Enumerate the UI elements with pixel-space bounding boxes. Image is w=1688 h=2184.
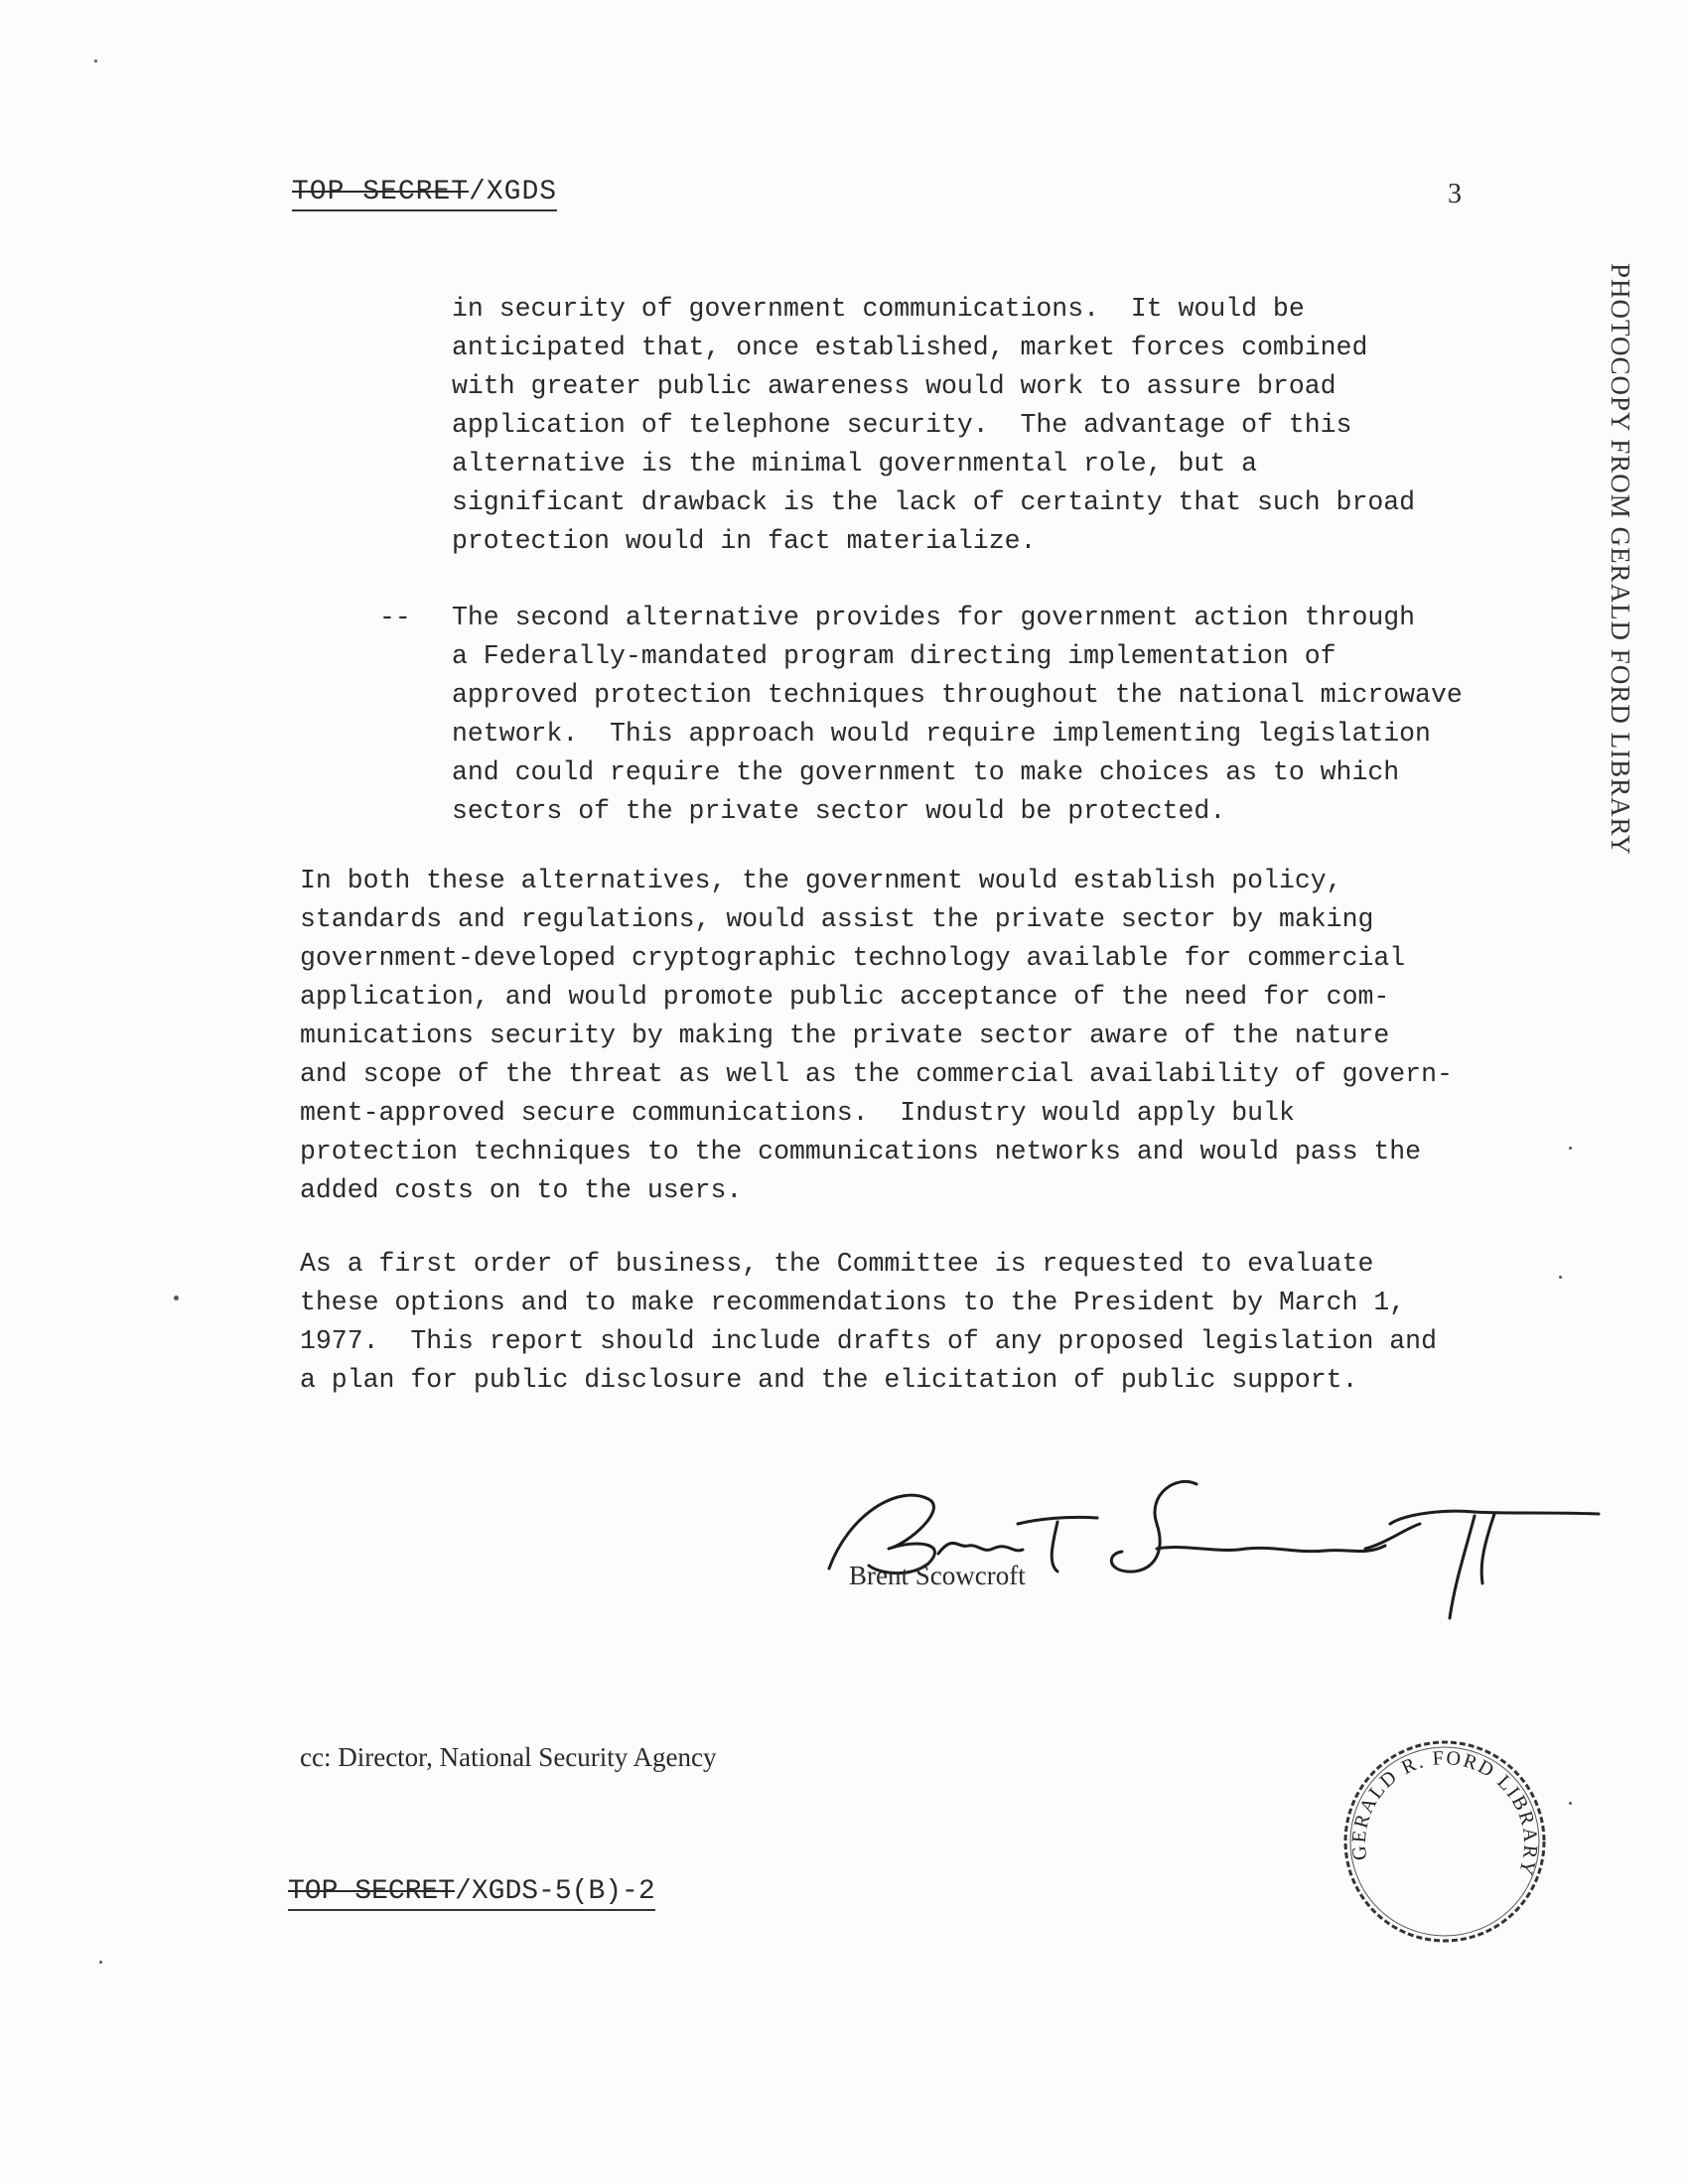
text-line: As a first order of business, the Committee is requested to evaluate: [300, 1249, 1374, 1279]
text-line: ment-approved secure communications. Industry would apply bulk: [300, 1098, 1295, 1128]
text-line: protection techniques to the communications networks and would pass the: [300, 1137, 1422, 1166]
header-classification: [292, 177, 557, 211]
text-line: The second alternative provides for government action through: [452, 603, 1416, 632]
paragraph-second-alternative: [452, 599, 1463, 831]
scan-speck: [1559, 1276, 1562, 1279]
text-line: a Federally-mandated program directing implementation of: [452, 641, 1336, 671]
bullet-dash: --: [379, 603, 411, 632]
text-line: with greater public awareness would work to assure broad: [452, 371, 1336, 401]
cc-line: cc: Director, National Security Agency: [300, 1742, 717, 1772]
signer-name: Brent Scowcroft: [849, 1561, 1026, 1590]
scan-speck: [1569, 1147, 1572, 1150]
text-line: sectors of the private sector would be protected.: [452, 796, 1226, 826]
footer-classification-suffix: /XGDS-5(B)-2: [455, 1876, 655, 1907]
footer-classification: [288, 1876, 655, 1911]
header-classification-suffix: /XGDS: [469, 177, 558, 207]
paragraph-first-alternative: [452, 290, 1415, 561]
text-line: alternative is the minimal governmental role, but a: [452, 449, 1258, 478]
text-line: anticipated that, once established, market forces combined: [452, 333, 1368, 362]
scan-speck: [99, 1961, 102, 1964]
text-line: standards and regulations, would assist the private sector by making: [300, 904, 1374, 934]
text-line: these options and to make recommendations to the President by March 1,: [300, 1288, 1406, 1317]
photocopy-side-stamp: PHOTOCOPY FROM GERALD FORD LIBRARY: [1606, 263, 1635, 856]
paragraph-first-order: [300, 1245, 1437, 1400]
text-line: in security of government communications. It would be: [452, 294, 1305, 324]
text-line: and could require the government to make choices as to which: [452, 757, 1400, 787]
scan-speck: [1569, 1802, 1572, 1805]
handwritten-signature: [809, 1454, 1614, 1628]
text-line: government-developed cryptographic technology available for commercial: [300, 943, 1406, 973]
text-line: In both these alternatives, the government would establish policy,: [300, 866, 1342, 895]
text-line: munications security by making the private sector aware of the nature: [300, 1021, 1390, 1050]
text-line: application of telephone security. The advantage of this: [452, 410, 1352, 440]
text-line: 1977. This report should include drafts of any proposed legislation and: [300, 1326, 1437, 1356]
text-line: approved protection techniques throughout the national microwave: [452, 680, 1463, 710]
header-classification-struck: TOP SECRET: [292, 177, 470, 207]
footer-classification-struck: TOP SECRET: [288, 1876, 456, 1907]
text-line: application, and would promote public acceptance of the need for com-: [300, 982, 1390, 1012]
text-line: added costs on to the users.: [300, 1175, 743, 1205]
text-line: and scope of the threat as well as the commercial availability of govern-: [300, 1059, 1453, 1089]
scan-speck: [94, 60, 97, 63]
svg-text:GERALD R. FORD LIBRARY: GERALD R. FORD LIBRARY: [1347, 1746, 1542, 1880]
text-line: a plan for public disclosure and the elicitation of public support.: [300, 1365, 1358, 1395]
text-line: significant drawback is the lack of certainty that such broad: [452, 487, 1416, 517]
text-line: network. This approach would require implementing legislation: [452, 719, 1431, 749]
text-line: protection would in fact materialize.: [452, 526, 1037, 556]
page-number: 3: [1448, 179, 1462, 209]
paragraph-both-alternatives: [300, 862, 1453, 1210]
scan-speck: [174, 1296, 179, 1300]
library-seal-stamp: [1326, 1722, 1564, 1961]
